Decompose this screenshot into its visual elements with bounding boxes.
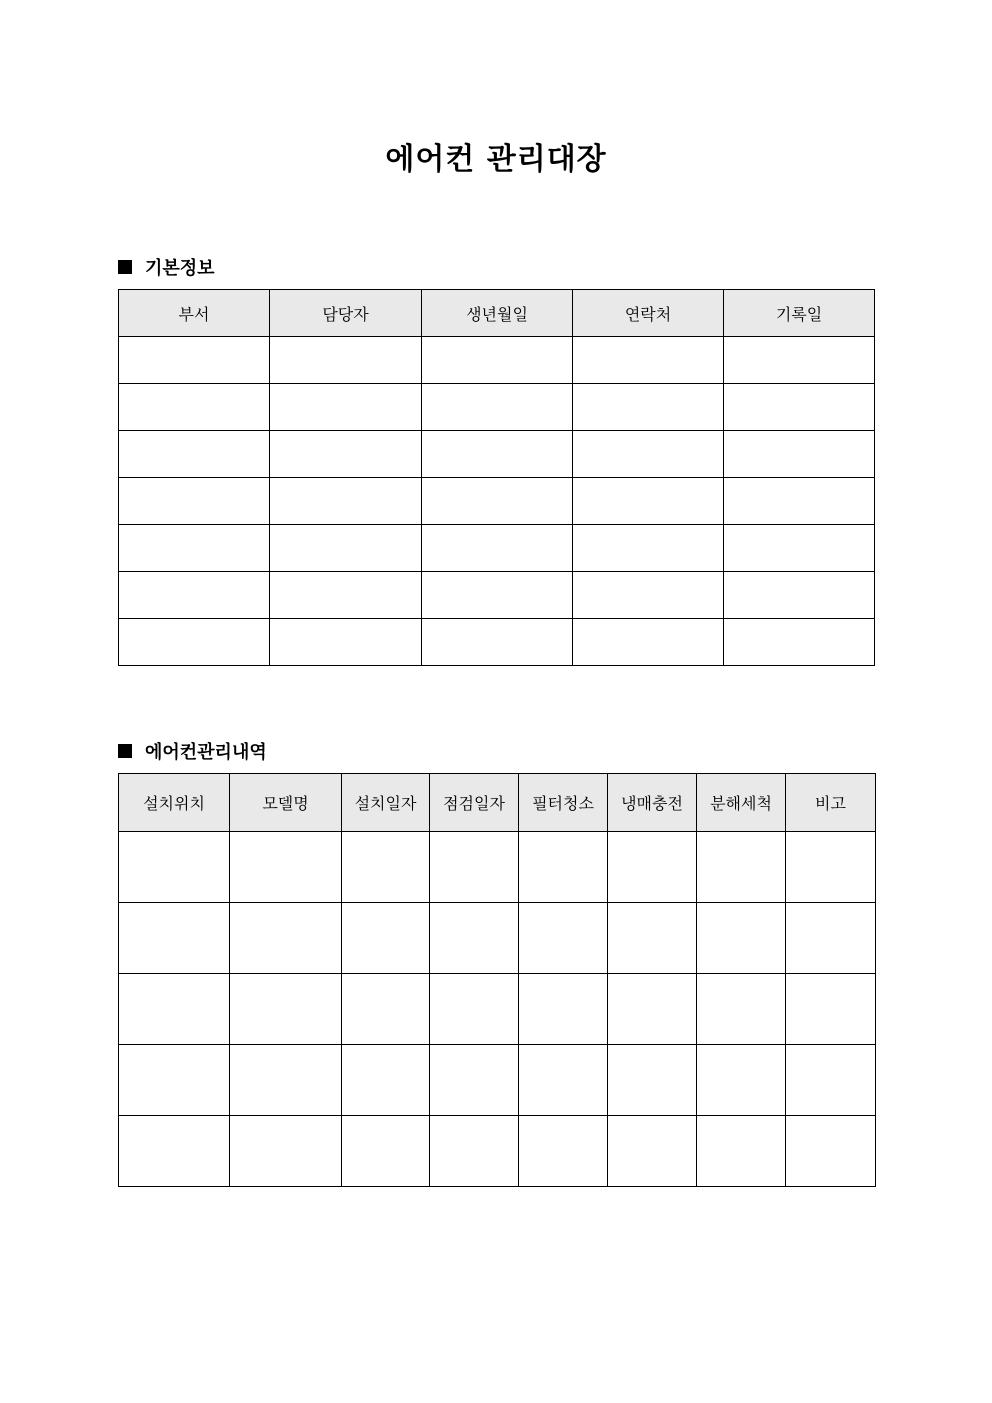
table-cell[interactable] — [430, 1116, 519, 1187]
table-cell[interactable] — [573, 619, 724, 666]
table-cell[interactable] — [724, 384, 875, 431]
table-cell[interactable] — [119, 478, 270, 525]
table-cell[interactable] — [724, 478, 875, 525]
square-bullet-icon — [118, 260, 132, 274]
table-row — [119, 572, 875, 619]
column-header-birthdate: 생년월일 — [422, 290, 573, 337]
table-cell[interactable] — [724, 337, 875, 384]
table-cell[interactable] — [119, 1045, 230, 1116]
table-cell[interactable] — [697, 1116, 786, 1187]
table-cell[interactable] — [230, 832, 342, 903]
table-cell[interactable] — [519, 1116, 608, 1187]
table-cell[interactable] — [422, 478, 573, 525]
table-cell[interactable] — [573, 431, 724, 478]
table-cell[interactable] — [697, 974, 786, 1045]
table-cell[interactable] — [608, 832, 697, 903]
column-header-refrigerant-charge: 냉매충전 — [608, 774, 697, 832]
table-cell[interactable] — [119, 337, 270, 384]
table-cell[interactable] — [342, 832, 430, 903]
table-cell[interactable] — [230, 974, 342, 1045]
table-row — [119, 431, 875, 478]
table-cell[interactable] — [724, 619, 875, 666]
table-cell[interactable] — [724, 431, 875, 478]
table-cell[interactable] — [342, 974, 430, 1045]
table-cell[interactable] — [573, 384, 724, 431]
column-header-install-location: 설치위치 — [119, 774, 230, 832]
table-cell[interactable] — [573, 337, 724, 384]
table-cell[interactable] — [119, 903, 230, 974]
table-row — [119, 1116, 876, 1187]
table-cell[interactable] — [230, 903, 342, 974]
table-cell[interactable] — [573, 478, 724, 525]
column-header-record-date: 기록일 — [724, 290, 875, 337]
table-cell[interactable] — [430, 832, 519, 903]
column-header-remarks: 비고 — [786, 774, 876, 832]
table-cell[interactable] — [119, 525, 270, 572]
table-row — [119, 974, 876, 1045]
table-cell[interactable] — [697, 1045, 786, 1116]
table-cell[interactable] — [430, 1045, 519, 1116]
column-header-manager: 담당자 — [270, 290, 422, 337]
table-cell[interactable] — [786, 974, 876, 1045]
table-cell[interactable] — [573, 572, 724, 619]
management-history-table — [118, 773, 876, 1187]
table-row — [119, 525, 875, 572]
table-cell[interactable] — [608, 1116, 697, 1187]
table-row — [119, 619, 875, 666]
table-cell[interactable] — [786, 1116, 876, 1187]
column-header-model-name: 모델명 — [230, 774, 342, 832]
section-heading-basic-info — [118, 254, 215, 280]
table-cell[interactable] — [608, 974, 697, 1045]
table-row — [119, 384, 875, 431]
table-header-row — [119, 290, 875, 337]
table-cell[interactable] — [422, 431, 573, 478]
table-cell[interactable] — [270, 478, 422, 525]
table-row — [119, 337, 875, 384]
table-cell[interactable] — [519, 974, 608, 1045]
table-cell[interactable] — [422, 572, 573, 619]
column-header-filter-cleaning: 필터청소 — [519, 774, 608, 832]
table-cell[interactable] — [119, 1116, 230, 1187]
table-cell[interactable] — [342, 903, 430, 974]
table-cell[interactable] — [519, 832, 608, 903]
table-cell[interactable] — [786, 903, 876, 974]
table-cell[interactable] — [697, 903, 786, 974]
column-header-department: 부서 — [119, 290, 270, 337]
table-cell[interactable] — [786, 1045, 876, 1116]
table-cell[interactable] — [422, 525, 573, 572]
table-cell[interactable] — [119, 619, 270, 666]
table-cell[interactable] — [119, 974, 230, 1045]
table-cell[interactable] — [430, 903, 519, 974]
section-heading-label: 기본정보 — [145, 258, 215, 279]
table-cell[interactable] — [519, 903, 608, 974]
column-header-disassembly-cleaning: 분해세척 — [697, 774, 786, 832]
table-cell[interactable] — [724, 525, 875, 572]
basic-info-table — [118, 289, 875, 666]
section-heading-label: 에어컨관리내역 — [145, 742, 267, 763]
table-cell[interactable] — [270, 619, 422, 666]
table-cell[interactable] — [608, 1045, 697, 1116]
table-cell[interactable] — [573, 525, 724, 572]
table-cell[interactable] — [119, 572, 270, 619]
table-cell[interactable] — [724, 572, 875, 619]
table-cell[interactable] — [697, 832, 786, 903]
table-cell[interactable] — [342, 1045, 430, 1116]
column-header-contact: 연락처 — [573, 290, 724, 337]
table-cell[interactable] — [422, 619, 573, 666]
table-cell[interactable] — [119, 431, 270, 478]
table-row — [119, 1045, 876, 1116]
table-header-row — [119, 774, 876, 832]
table-cell[interactable] — [270, 337, 422, 384]
square-bullet-icon — [118, 744, 132, 758]
table-cell[interactable] — [230, 1116, 342, 1187]
table-cell[interactable] — [270, 431, 422, 478]
table-row — [119, 478, 875, 525]
section-heading-management-history — [118, 738, 267, 764]
table-cell[interactable] — [430, 974, 519, 1045]
table-cell[interactable] — [270, 572, 422, 619]
table-cell[interactable] — [342, 1116, 430, 1187]
table-cell[interactable] — [119, 384, 270, 431]
table-cell[interactable] — [422, 384, 573, 431]
table-cell[interactable] — [270, 525, 422, 572]
column-header-inspection-date: 점검일자 — [430, 774, 519, 832]
table-cell[interactable] — [608, 903, 697, 974]
column-header-install-date: 설치일자 — [342, 774, 430, 832]
table-cell[interactable] — [786, 832, 876, 903]
document-title: 에어컨 관리대장 — [385, 142, 607, 177]
table-cell[interactable] — [270, 384, 422, 431]
table-row — [119, 832, 876, 903]
table-row — [119, 903, 876, 974]
table-cell[interactable] — [230, 1045, 342, 1116]
table-cell[interactable] — [422, 337, 573, 384]
table-cell[interactable] — [519, 1045, 608, 1116]
table-cell[interactable] — [119, 832, 230, 903]
